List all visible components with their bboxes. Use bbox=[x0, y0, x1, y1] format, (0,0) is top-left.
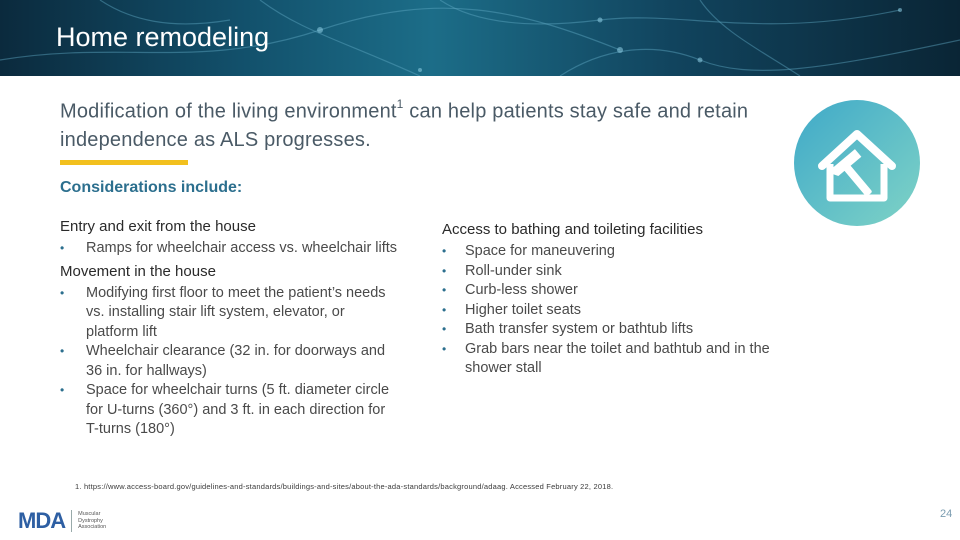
bullet-icon: • bbox=[442, 283, 447, 297]
list-item-text: Grab bars near the toilet and bathtub and in the shower stall bbox=[465, 340, 770, 376]
intro-text-start: Modification of the living environment bbox=[60, 100, 397, 123]
logo-mark: MDA bbox=[18, 508, 66, 533]
bullet-icon: • bbox=[442, 322, 447, 336]
page-title: Home remodeling bbox=[56, 22, 270, 52]
list-item bbox=[442, 262, 772, 282]
mda-logo bbox=[18, 508, 118, 534]
bullet-icon: • bbox=[442, 341, 447, 356]
house-hammer-icon bbox=[792, 98, 922, 228]
bullet-list bbox=[60, 284, 400, 440]
list-item-text: Roll-under sink bbox=[465, 262, 562, 279]
list-item bbox=[60, 284, 400, 343]
section-heading: Movement in the house bbox=[60, 262, 216, 280]
considerations-heading: Considerations include: bbox=[60, 179, 243, 196]
list-item bbox=[60, 381, 400, 440]
list-item-text: Modifying first floor to meet the patient’s needs vs. installing stair lift system, elevator, or platform lift bbox=[86, 284, 386, 340]
intro-text-end: can help patients stay safe and retain independence as ALS progresses. bbox=[60, 100, 749, 151]
bullet-icon: • bbox=[442, 302, 447, 317]
list-item bbox=[442, 281, 772, 301]
bullet-icon: • bbox=[60, 241, 65, 255]
list-item bbox=[60, 239, 400, 259]
list-item-text: Space for maneuvering bbox=[465, 243, 615, 259]
list-item bbox=[60, 342, 400, 381]
list-item bbox=[442, 320, 772, 340]
list-item-text: Ramps for wheelchair access vs. wheelchair lifts bbox=[86, 240, 398, 256]
left-column bbox=[60, 217, 400, 443]
bullet-list bbox=[60, 239, 400, 259]
logo-subtext: Muscular Dystrophy Association bbox=[78, 511, 107, 531]
bullet-icon: • bbox=[60, 344, 65, 358]
bullet-icon: • bbox=[60, 285, 65, 300]
list-item-text: Wheelchair clearance (32 in. for doorways and 36 in. for hallways) bbox=[86, 343, 386, 379]
page-number: 24 bbox=[940, 508, 953, 520]
footnote-marker: 1 bbox=[396, 97, 404, 111]
bullet-icon: • bbox=[442, 263, 447, 278]
list-item-text: Bath transfer system or bathtub lifts bbox=[465, 321, 694, 337]
section-heading: Entry and exit from the house bbox=[60, 218, 256, 235]
list-item-text: Space for wheelchair turns (5 ft. diameter circle for U-turns (360°) and 3 ft. in each direction for T-turns (180°) bbox=[86, 382, 390, 437]
bullet-icon: • bbox=[60, 383, 65, 397]
accent-divider bbox=[60, 160, 188, 165]
list-item bbox=[442, 242, 772, 262]
logo-divider bbox=[71, 510, 72, 532]
intro-paragraph bbox=[60, 92, 780, 154]
right-column bbox=[442, 220, 772, 379]
section-heading: Access to bathing and toileting facilities bbox=[442, 221, 703, 238]
title-banner bbox=[0, 0, 960, 76]
list-item-text: Higher toilet seats bbox=[465, 301, 582, 318]
footnote: 1. https://www.access-board.gov/guidelines-and-standards/buildings-and-sites/about-the-ada-standards/background/adaag. Accessed February 22, 2018. bbox=[75, 482, 614, 491]
list-item bbox=[442, 340, 772, 379]
list-item-text: Curb-less shower bbox=[465, 282, 578, 298]
list-item bbox=[442, 301, 772, 321]
bullet-icon: • bbox=[442, 244, 447, 258]
bullet-list bbox=[442, 242, 772, 379]
